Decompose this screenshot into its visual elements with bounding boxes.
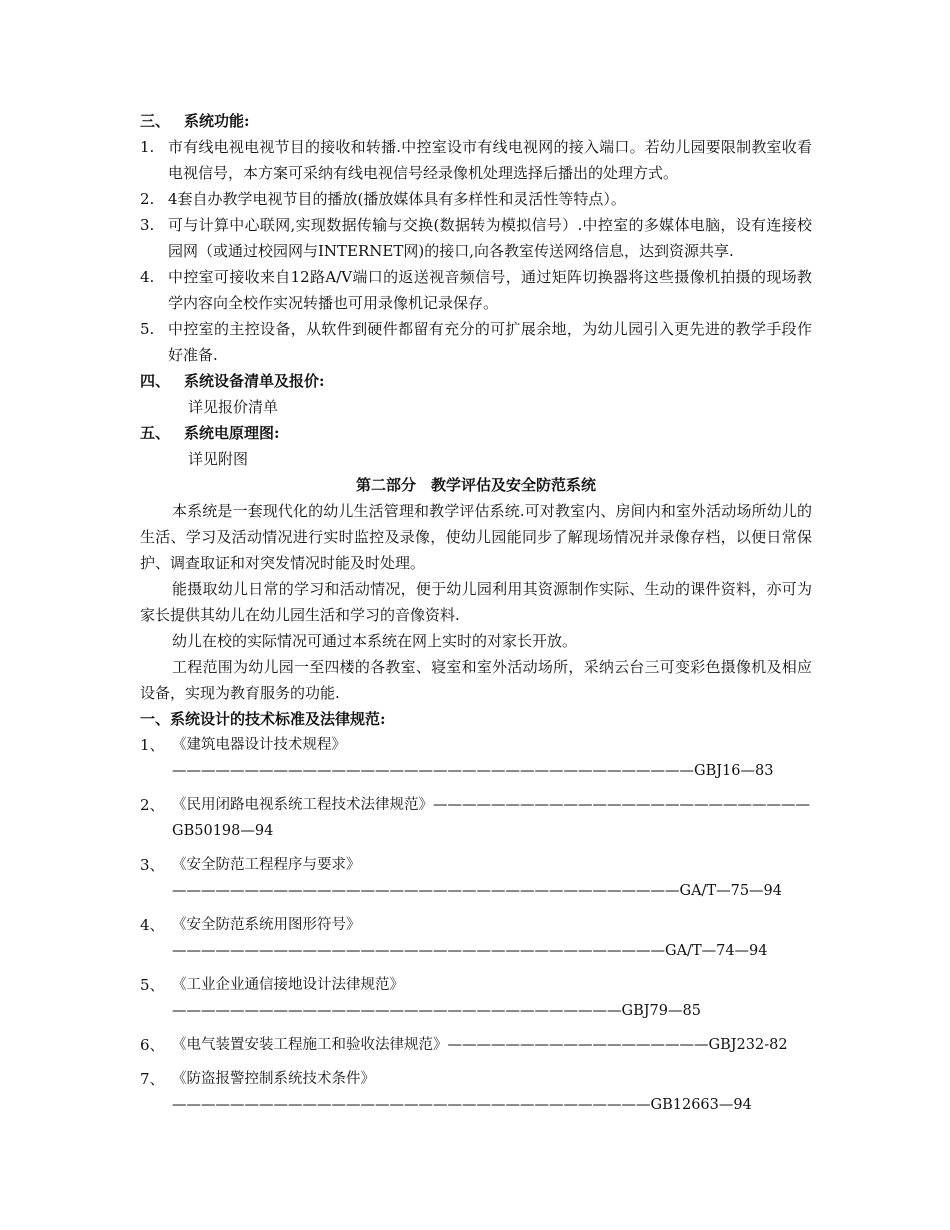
list-item-text: 可与计算中心联网,实现数据传输与交换(数据转为模拟信号）.中控室的多媒体电脑，设有连接校园网（或通过校园网与INTERNET网)的接口,向各教室传送网络信息，达到资源共享. xyxy=(168,216,812,260)
list-item-number: 6、 xyxy=(140,1036,165,1054)
list-item xyxy=(140,852,812,904)
list-item xyxy=(140,316,812,368)
list-item-number: 3、 xyxy=(140,856,165,874)
list-item xyxy=(140,732,812,784)
section-heading-schematic xyxy=(140,420,812,446)
list-item xyxy=(140,792,812,844)
section-detail: 详见附图 xyxy=(188,450,249,468)
list-item xyxy=(140,212,812,264)
list-item-text: 《工业企业通信接地设计法律规范》———————————————————————————————GBJ79—85 xyxy=(172,977,701,1019)
list-item-number: 1. xyxy=(140,138,155,156)
list-item xyxy=(140,1066,812,1118)
list-item xyxy=(140,1032,812,1058)
section-heading-system-functions xyxy=(140,108,812,134)
paragraph: 幼儿在校的实际情况可通过本系统在网上实时的对家长开放。 xyxy=(172,632,578,650)
section-title: 系统电原理图: xyxy=(184,424,280,442)
list-item-text: 《防盗报警控制系统技术条件》—————————————————————————————————GB12663—94 xyxy=(172,1071,752,1113)
list-item xyxy=(140,134,812,186)
list-item xyxy=(140,186,812,212)
list-item-number: 5. xyxy=(140,320,155,338)
section-detail: 详见报价清单 xyxy=(188,398,279,416)
list-item-number: 7、 xyxy=(140,1070,165,1088)
list-item-number: 1、 xyxy=(140,736,165,754)
list-item-text: 《电气装置安装工程施工和验收法律规范》——————————————————GBJ232-82 xyxy=(172,1037,788,1053)
section-number: 五、 xyxy=(140,424,171,442)
list-item-text: 中控室可接收来自12路A/V端口的返送视音频信号，通过矩阵切换器将这些摄像机拍摄的现场教学内容向全校作实况转播也可用录像机记录保存。 xyxy=(168,268,812,312)
list-item-text: 《安全防范系统用图形符号》——————————————————————————————————GA/T—74—94 xyxy=(172,917,768,959)
paragraph: 能摄取幼儿日常的学习和活动情况，便于幼儿园利用其资源制作实际、生动的课件资料，亦可为家长提供其幼儿在幼儿园生活和学习的音像资料. xyxy=(140,580,812,624)
section-number: 三、 xyxy=(140,112,171,130)
section-number: 四、 xyxy=(140,372,171,390)
list-item xyxy=(140,264,812,316)
list-item-number: 5、 xyxy=(140,976,165,994)
list-item-text: 《安全防范工程程序与要求》———————————————————————————————————GA/T—75—94 xyxy=(172,857,783,899)
section-title: 系统设备清单及报价: xyxy=(184,372,325,390)
list-item-text: 中控室的主控设备，从软件到硬件都留有充分的可扩展余地，为幼儿园引入更先进的教学手段作好准备. xyxy=(168,320,812,364)
list-item-number: 2、 xyxy=(140,796,165,814)
list-item-number: 4. xyxy=(140,268,155,286)
list-item-text: 4套自办教学电视节目的播放(播放媒体具有多样性和灵活性等特点）。 xyxy=(168,190,626,208)
list-item-text: 《民用闭路电视系统工程技术法律规范》——————————————————————————GB50198—94 xyxy=(172,797,810,839)
list-item-text: 市有线电视电视节目的接收和转播.中控室设市有线电视网的接入端口。若幼儿园要限制教室收看电视信号，本方案可采纳有线电视信号经录像机处理选择后播出的处理方式。 xyxy=(168,138,812,182)
part-title: 第二部分 教学评估及安全防范系统 xyxy=(355,476,596,494)
list-item-text: 《建筑电器设计技术规程》————————————————————————————————————GBJ16—83 xyxy=(172,737,774,779)
section-heading-equipment-list xyxy=(140,368,812,394)
list-item xyxy=(140,912,812,964)
paragraph: 本系统是一套现代化的幼儿生活管理和教学评估系统.可对教室内、房间内和室外活动场所幼儿的生活、学习及活动情况进行实时监控及录像，使幼儿园能同步了解现场情况并录像存档，以便日常保护、调查取证和对突发情况时能及时处理。 xyxy=(140,502,812,572)
document-body xyxy=(140,108,812,1126)
section-title: 系统功能: xyxy=(184,112,250,130)
list-item-number: 4、 xyxy=(140,916,165,934)
paragraph: 工程范围为幼儿园一至四楼的各教室、寝室和室外活动场所，采纳云台三可变彩色摄像机及相应设备，实现为教育服务的功能. xyxy=(140,658,812,702)
list-item xyxy=(140,972,812,1024)
section-heading-standards: 一、系统设计的技术标准及法律规范: xyxy=(140,710,386,728)
list-item-number: 2. xyxy=(140,190,155,208)
standards-list xyxy=(140,732,812,1118)
function-list xyxy=(140,134,812,368)
list-item-number: 3. xyxy=(140,216,155,234)
